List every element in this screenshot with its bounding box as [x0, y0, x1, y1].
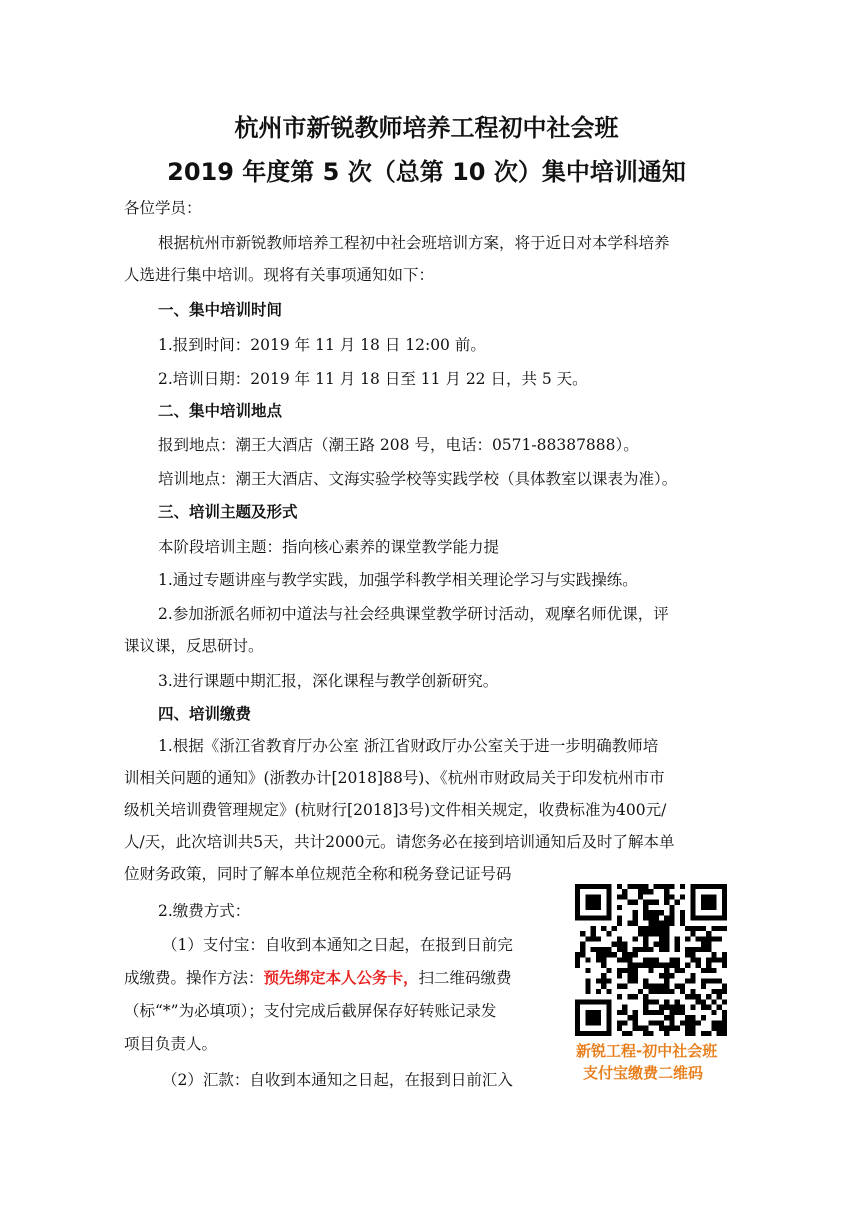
- qr-caption-line-1: 新锐工程-初中社会班: [576, 1042, 718, 1060]
- section-1-heading: 一、集中培训时间: [158, 301, 283, 319]
- alipay-line-1: （1）支付宝：自收到本通知之日起，在报到日前完: [162, 936, 513, 954]
- alipay-line-2: [124, 968, 512, 988]
- section-3-item-2-line-2: 课议课，反思研讨。: [124, 637, 264, 655]
- section-2-item-2: 培训地点：潮王大酒店、文海实验学校等实践学校（具体教室以课表为准）。: [158, 470, 678, 488]
- alipay-line-3: （标“*”为必填项）；支付完成后截屏保存好转账记录发: [124, 1002, 497, 1020]
- section-3-item-2-line-1: 2.参加浙派名师初中道法与社会经典课堂教学研讨活动，观摩名师优课，评: [158, 605, 669, 623]
- qr-caption-line-2: 支付宝缴费二维码: [583, 1064, 704, 1082]
- section-3-item-3: 3.进行课题中期汇报，深化课程与教学创新研究。: [158, 672, 499, 690]
- alipay-highlight: 预先绑定本人公务卡，: [263, 969, 419, 987]
- section-2-heading: 二、集中培训地点: [158, 402, 283, 420]
- section-4-para-1-line-3: 级机关培训费管理规定》(杭财行[2018]3号)文件相关规定，收费标准为400元/: [124, 801, 667, 819]
- section-3-theme: 本阶段培训主题：指向核心素养的课堂教学能力提: [158, 538, 500, 556]
- remittance-line: （2）汇款：自收到本通知之日起，在报到日前汇入: [162, 1071, 513, 1089]
- section-1-item-2: 2.培训日期：2019 年 11 月 18 日至 11 月 22 日，共 5 天。: [158, 370, 588, 388]
- title-line-1: 杭州市新锐教师培养工程初中社会班: [234, 114, 619, 142]
- section-1-item-1: 1.报到时间：2019 年 11 月 18 日 12:00 前。: [158, 336, 486, 354]
- title-line-2: 2019 年度第 5 次（总第 10 次）集中培训通知: [167, 158, 686, 186]
- section-4-para-1-line-2: 训相关问题的通知》(浙教办计[2018]88号)、《杭州市财政局关于印发杭州市市: [124, 769, 665, 787]
- section-4-payment-methods: 2.缴费方式：: [158, 902, 251, 920]
- section-4-para-1-line-5: 位财务政策，同时了解本单位规范全称和税务登记证号码: [124, 865, 512, 883]
- section-3-heading: 三、培训主题及形式: [158, 503, 298, 521]
- section-3-item-1: 1.通过专题讲座与教学实践，加强学科教学相关理论学习与实践操练。: [158, 571, 638, 589]
- alipay-line-4: 项目负责人。: [124, 1035, 218, 1053]
- section-4-para-1-line-4: 人/天，此次培训共5天，共计2000元。请您务必在接到培训通知后及时了解本单: [124, 833, 675, 851]
- section-2-item-1: 报到地点：潮王大酒店（潮王路 208 号，电话：0571-88387888）。: [158, 436, 639, 454]
- alipay-line-2-start: 成缴费。操作方法：: [124, 969, 264, 987]
- section-4-heading: 四、培训缴费: [158, 705, 252, 723]
- intro-line-1: 根据杭州市新锐教师培养工程初中社会班培训方案，将于近日对本学科培养: [158, 234, 670, 252]
- qr-code-icon[interactable]: [575, 884, 727, 1036]
- alipay-line-2-end: 扫二维码缴费: [418, 969, 512, 987]
- salutation: 各位学员：: [124, 199, 202, 217]
- intro-line-2: 人选进行集中培训。现将有关事项通知如下：: [124, 266, 435, 284]
- section-4-para-1-line-1: 1.根据《浙江省教育厅办公室 浙江省财政厅办公室关于进一步明确教师培: [158, 737, 659, 755]
